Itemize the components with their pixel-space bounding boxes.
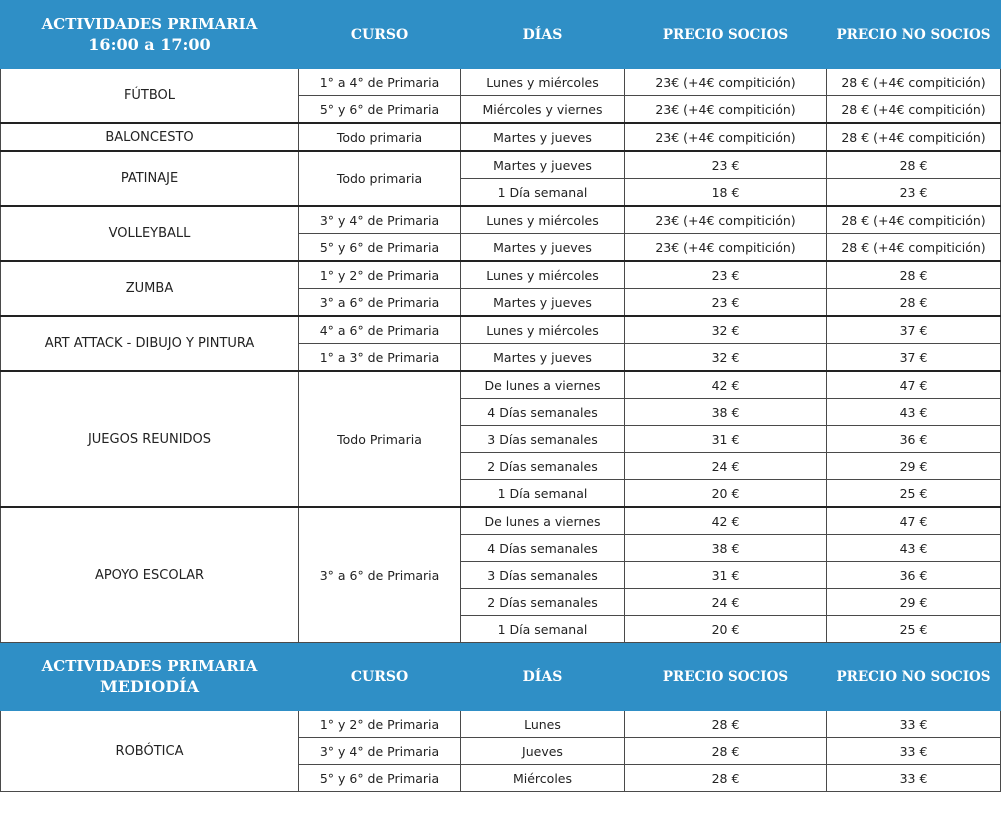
dias-cell: Jueves — [461, 738, 625, 765]
dias-cell: 4 Días semanales — [461, 399, 625, 426]
precio-socios-cell: 23€ (+4€ compitición) — [625, 234, 827, 262]
precio-socios-cell: 28 € — [625, 738, 827, 765]
activity-cell: APOYO ESCOLAR — [1, 507, 299, 643]
activity-cell: VOLLEYBALL — [1, 206, 299, 261]
dias-cell: Martes y jueves — [461, 344, 625, 372]
header-activity-subtitle: MEDIODÍA — [100, 676, 199, 696]
precio-socios-cell: 28 € — [625, 765, 827, 792]
curso-cell: 5° y 6° de Primaria — [299, 765, 461, 792]
curso-cell: 3° a 6° de Primaria — [299, 507, 461, 643]
table-row — [1, 151, 1001, 179]
table-row — [1, 69, 1001, 96]
activity-cell: BALONCESTO — [1, 123, 299, 151]
precio-socios-cell: 32 € — [625, 316, 827, 344]
curso-cell: 1° a 4° de Primaria — [299, 69, 461, 96]
header-precio-no-socios: PRECIO NO SOCIOS — [827, 1, 1001, 69]
dias-cell: De lunes a viernes — [461, 507, 625, 535]
precio-socios-cell: 23 € — [625, 261, 827, 289]
precio-socios-cell: 32 € — [625, 344, 827, 372]
precio-socios-cell: 23 € — [625, 151, 827, 179]
precio-no-socios-cell: 28 € (+4€ compitición) — [827, 234, 1001, 262]
curso-cell: 5° y 6° de Primaria — [299, 96, 461, 124]
activity-cell: ART ATTACK - DIBUJO Y PINTURA — [1, 316, 299, 371]
activity-cell: ZUMBA — [1, 261, 299, 316]
dias-cell: Lunes y miércoles — [461, 206, 625, 234]
dias-cell: 2 Días semanales — [461, 453, 625, 480]
dias-cell: 3 Días semanales — [461, 426, 625, 453]
dias-cell: Lunes y miércoles — [461, 261, 625, 289]
dias-cell: Lunes y miércoles — [461, 69, 625, 96]
precio-no-socios-cell: 25 € — [827, 480, 1001, 508]
precio-socios-cell: 23€ (+4€ compitición) — [625, 69, 827, 96]
precio-no-socios-cell: 47 € — [827, 507, 1001, 535]
precio-no-socios-cell: 37 € — [827, 316, 1001, 344]
table-row — [1, 123, 1001, 151]
curso-cell: 1° y 2° de Primaria — [299, 711, 461, 738]
dias-cell: Martes y jueves — [461, 151, 625, 179]
precio-no-socios-cell: 43 € — [827, 535, 1001, 562]
dias-cell: Miércoles — [461, 765, 625, 792]
header-activity-subtitle: 16:00 a 17:00 — [88, 34, 211, 54]
table-row — [1, 711, 1001, 738]
dias-cell: 3 Días semanales — [461, 562, 625, 589]
activity-cell: FÚTBOL — [1, 69, 299, 124]
curso-cell: 3° a 6° de Primaria — [299, 289, 461, 317]
curso-cell: 3° y 4° de Primaria — [299, 738, 461, 765]
dias-cell: 1 Día semanal — [461, 616, 625, 643]
dias-cell: 4 Días semanales — [461, 535, 625, 562]
precio-no-socios-cell: 28 € (+4€ compitición) — [827, 123, 1001, 151]
section1-header-row — [1, 1, 1001, 69]
header-activity-title: ACTIVIDADES PRIMARIA — [41, 656, 258, 675]
activity-cell: JUEGOS REUNIDOS — [1, 371, 299, 507]
precio-socios-cell: 42 € — [625, 371, 827, 399]
precio-socios-cell: 20 € — [625, 480, 827, 508]
header-curso: CURSO — [299, 643, 461, 711]
dias-cell: De lunes a viernes — [461, 371, 625, 399]
precio-no-socios-cell: 23 € — [827, 179, 1001, 207]
header-precio-socios: PRECIO SOCIOS — [625, 643, 827, 711]
precio-no-socios-cell: 28 € — [827, 261, 1001, 289]
precio-no-socios-cell: 43 € — [827, 399, 1001, 426]
precio-no-socios-cell: 29 € — [827, 589, 1001, 616]
dias-cell: Miércoles y viernes — [461, 96, 625, 124]
precio-socios-cell: 23€ (+4€ compitición) — [625, 96, 827, 124]
dias-cell: 1 Día semanal — [461, 480, 625, 508]
header-dias: DÍAS — [461, 643, 625, 711]
precio-socios-cell: 23€ (+4€ compitición) — [625, 206, 827, 234]
precio-socios-cell: 38 € — [625, 535, 827, 562]
dias-cell: Martes y jueves — [461, 234, 625, 262]
curso-cell: Todo primaria — [299, 123, 461, 151]
precio-no-socios-cell: 28 € (+4€ compitición) — [827, 96, 1001, 124]
header-activity — [1, 1, 299, 69]
precio-no-socios-cell: 29 € — [827, 453, 1001, 480]
precio-no-socios-cell: 33 € — [827, 711, 1001, 738]
header-activity-title: ACTIVIDADES PRIMARIA — [41, 14, 258, 33]
dias-cell: Lunes — [461, 711, 625, 738]
section2-header-row — [1, 643, 1001, 711]
precio-socios-cell: 24 € — [625, 589, 827, 616]
table-row — [1, 316, 1001, 344]
curso-cell: 3° y 4° de Primaria — [299, 206, 461, 234]
dias-cell: 1 Día semanal — [461, 179, 625, 207]
precio-socios-cell: 18 € — [625, 179, 827, 207]
table-row — [1, 206, 1001, 234]
precio-no-socios-cell: 47 € — [827, 371, 1001, 399]
header-curso: CURSO — [299, 1, 461, 69]
precio-no-socios-cell: 25 € — [827, 616, 1001, 643]
precio-socios-cell: 31 € — [625, 562, 827, 589]
curso-cell: Todo primaria — [299, 151, 461, 206]
precio-socios-cell: 31 € — [625, 426, 827, 453]
header-precio-no-socios: PRECIO NO SOCIOS — [827, 643, 1001, 711]
precio-no-socios-cell: 37 € — [827, 344, 1001, 372]
table-row — [1, 261, 1001, 289]
dias-cell: Martes y jueves — [461, 123, 625, 151]
precio-socios-cell: 28 € — [625, 711, 827, 738]
precio-socios-cell: 42 € — [625, 507, 827, 535]
curso-cell: 1° a 3° de Primaria — [299, 344, 461, 372]
precio-no-socios-cell: 28 € (+4€ compitición) — [827, 69, 1001, 96]
curso-cell: Todo Primaria — [299, 371, 461, 507]
header-activity — [1, 643, 299, 711]
curso-cell: 1° y 2° de Primaria — [299, 261, 461, 289]
header-precio-socios: PRECIO SOCIOS — [625, 1, 827, 69]
precio-socios-cell: 38 € — [625, 399, 827, 426]
curso-cell: 5° y 6° de Primaria — [299, 234, 461, 262]
precio-no-socios-cell: 33 € — [827, 765, 1001, 792]
precio-no-socios-cell: 33 € — [827, 738, 1001, 765]
precio-no-socios-cell: 36 € — [827, 426, 1001, 453]
precio-no-socios-cell: 28 € (+4€ compitición) — [827, 206, 1001, 234]
dias-cell: Lunes y miércoles — [461, 316, 625, 344]
activity-cell: PATINAJE — [1, 151, 299, 206]
activity-cell: ROBÓTICA — [1, 711, 299, 792]
precio-socios-cell: 20 € — [625, 616, 827, 643]
table-row — [1, 507, 1001, 535]
precio-no-socios-cell: 36 € — [827, 562, 1001, 589]
precio-socios-cell: 24 € — [625, 453, 827, 480]
precio-socios-cell: 23€ (+4€ compitición) — [625, 123, 827, 151]
dias-cell: Martes y jueves — [461, 289, 625, 317]
precio-no-socios-cell: 28 € — [827, 151, 1001, 179]
table-row — [1, 371, 1001, 399]
curso-cell: 4° a 6° de Primaria — [299, 316, 461, 344]
precio-socios-cell: 23 € — [625, 289, 827, 317]
dias-cell: 2 Días semanales — [461, 589, 625, 616]
precio-no-socios-cell: 28 € — [827, 289, 1001, 317]
header-dias: DÍAS — [461, 1, 625, 69]
